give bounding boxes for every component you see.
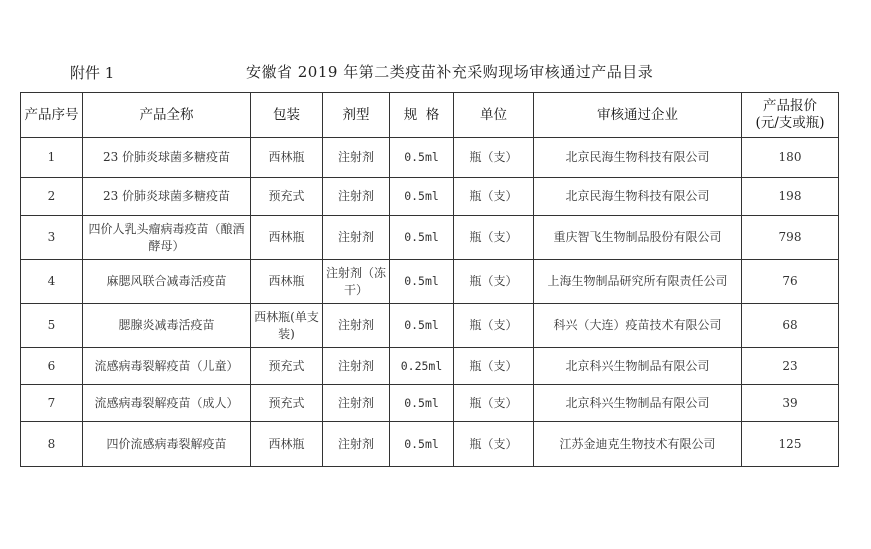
price-cell: 798	[742, 216, 839, 260]
column-header: 规 格	[390, 93, 454, 138]
unit-cell: 瓶（支）	[454, 216, 534, 260]
price-cell: 76	[742, 260, 839, 304]
product-name-cell: 麻腮风联合减毒活疫苗	[83, 260, 251, 304]
row-number-cell: 8	[21, 422, 83, 467]
specification-cell: 0.5ml	[390, 178, 454, 216]
table-header-row	[21, 93, 839, 138]
company-name-cell: 上海生物制品研究所有限责任公司	[534, 260, 742, 304]
price-cell: 125	[742, 422, 839, 467]
column-header: 单位	[454, 93, 534, 138]
product-name-cell: 流感病毒裂解疫苗（成人）	[83, 385, 251, 422]
package-cell: 西林瓶	[251, 422, 323, 467]
product-name-cell: 23 价肺炎球菌多糖疫苗	[83, 138, 251, 178]
unit-cell: 瓶（支）	[454, 260, 534, 304]
company-name-cell: 江苏金迪克生物技术有限公司	[534, 422, 742, 467]
unit-cell: 瓶（支）	[454, 178, 534, 216]
dosage-form-cell: 注射剂	[323, 385, 390, 422]
package-cell: 预充式	[251, 178, 323, 216]
table-row	[21, 138, 839, 178]
company-name-cell: 重庆智飞生物制品股份有限公司	[534, 216, 742, 260]
company-name-cell: 北京科兴生物制品有限公司	[534, 385, 742, 422]
unit-cell: 瓶（支）	[454, 422, 534, 467]
specification-cell: 0.5ml	[390, 304, 454, 348]
product-table	[20, 92, 839, 467]
unit-cell: 瓶（支）	[454, 385, 534, 422]
row-number-cell: 2	[21, 178, 83, 216]
document-title: 安徽省 2019 年第二类疫苗补充采购现场审核通过产品目录	[246, 63, 654, 81]
table-row	[21, 304, 839, 348]
unit-cell: 瓶（支）	[454, 138, 534, 178]
company-name-cell: 北京科兴生物制品有限公司	[534, 348, 742, 385]
row-number-cell: 6	[21, 348, 83, 385]
table-row	[21, 260, 839, 304]
specification-cell: 0.5ml	[390, 385, 454, 422]
price-cell: 39	[742, 385, 839, 422]
package-cell: 预充式	[251, 348, 323, 385]
dosage-form-cell: 注射剂	[323, 422, 390, 467]
company-name-cell: 科兴（大连）疫苗技术有限公司	[534, 304, 742, 348]
dosage-form-cell: 注射剂	[323, 216, 390, 260]
table-row	[21, 422, 839, 467]
product-name-cell: 四价人乳头瘤病毒疫苗（酿酒 酵母）	[83, 216, 251, 260]
dosage-form-cell: 注射剂	[323, 138, 390, 178]
specification-cell: 0.25ml	[390, 348, 454, 385]
company-name-cell: 北京民海生物科技有限公司	[534, 138, 742, 178]
package-cell: 预充式	[251, 385, 323, 422]
table-row	[21, 348, 839, 385]
specification-cell: 0.5ml	[390, 138, 454, 178]
package-cell: 西林瓶(单支 装)	[251, 304, 323, 348]
table-row	[21, 178, 839, 216]
specification-cell: 0.5ml	[390, 260, 454, 304]
package-cell: 西林瓶	[251, 138, 323, 178]
product-name-cell: 23 价肺炎球菌多糖疫苗	[83, 178, 251, 216]
company-name-cell: 北京民海生物科技有限公司	[534, 178, 742, 216]
column-header: 产品全称	[83, 93, 251, 138]
dosage-form-cell: 注射剂	[323, 178, 390, 216]
column-header: 产品报价 (元/支或瓶)	[742, 93, 839, 138]
row-number-cell: 7	[21, 385, 83, 422]
row-number-cell: 5	[21, 304, 83, 348]
specification-cell: 0.5ml	[390, 422, 454, 467]
row-number-cell: 3	[21, 216, 83, 260]
attachment-label: 附件 1	[70, 64, 115, 82]
price-cell: 198	[742, 178, 839, 216]
dosage-form-cell: 注射剂（冻 干）	[323, 260, 390, 304]
table-row	[21, 216, 839, 260]
dosage-form-cell: 注射剂	[323, 348, 390, 385]
unit-cell: 瓶（支）	[454, 304, 534, 348]
column-header: 包装	[251, 93, 323, 138]
row-number-cell: 1	[21, 138, 83, 178]
price-cell: 180	[742, 138, 839, 178]
package-cell: 西林瓶	[251, 260, 323, 304]
product-name-cell: 腮腺炎减毒活疫苗	[83, 304, 251, 348]
price-cell: 68	[742, 304, 839, 348]
product-name-cell: 流感病毒裂解疫苗（儿童）	[83, 348, 251, 385]
product-name-cell: 四价流感病毒裂解疫苗	[83, 422, 251, 467]
dosage-form-cell: 注射剂	[323, 304, 390, 348]
column-header: 剂型	[323, 93, 390, 138]
unit-cell: 瓶（支）	[454, 348, 534, 385]
package-cell: 西林瓶	[251, 216, 323, 260]
specification-cell: 0.5ml	[390, 216, 454, 260]
table-row	[21, 385, 839, 422]
column-header: 产品序号	[21, 93, 83, 138]
price-cell: 23	[742, 348, 839, 385]
row-number-cell: 4	[21, 260, 83, 304]
column-header: 审核通过企业	[534, 93, 742, 138]
